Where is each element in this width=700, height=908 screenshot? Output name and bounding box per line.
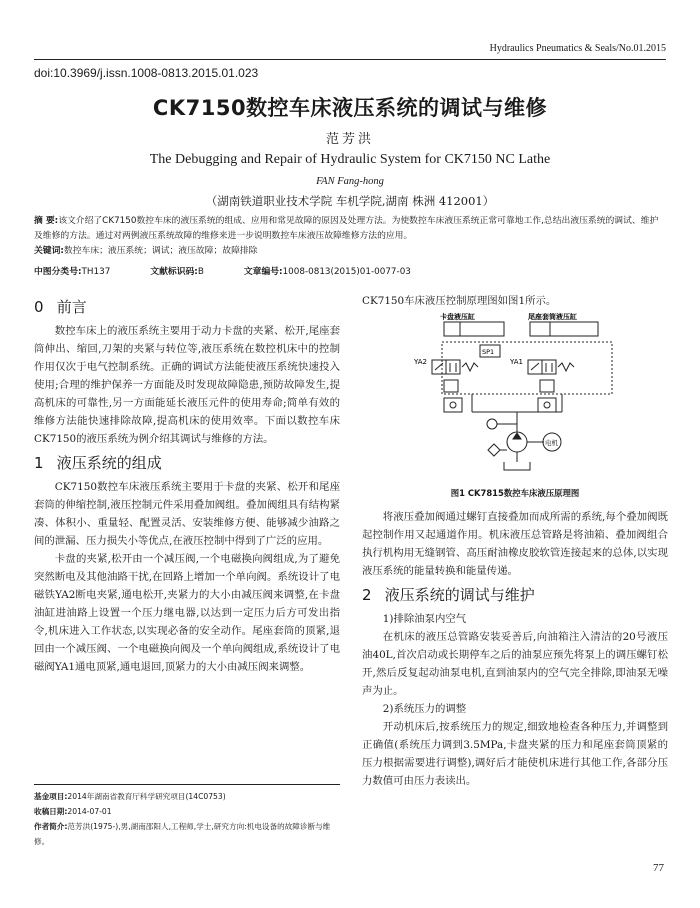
bio-value: 范芳洪(1975-),男,湖南邵阳人,工程师,学士,研究方向:机电设备的故障诊断与维修。 xyxy=(34,822,331,846)
fund-label: 基金项目: xyxy=(34,792,68,801)
label-sp1: SP1 xyxy=(482,348,495,356)
figure-intro: CK7150车床液压控制原理图如图1所示。 xyxy=(362,295,557,307)
section-title: 液压系统的组成 xyxy=(56,454,162,472)
journal-name: Hydraulics Pneumatics & Seals/No.01.2015 xyxy=(489,43,666,54)
fund-note xyxy=(34,789,340,804)
paragraph: 将液压叠加阀通过螺钉直接叠加而成所需的系统,每个叠加阀既起控制作用又起通道作用。机床液压总管路是将油箱、叠加阀组合执行机构用无缝钢管、高压耐油橡皮胶软管连接起来的总体,以实现液压系统的能量转换和能量传递。 xyxy=(362,511,668,577)
reducing-valve-right xyxy=(540,380,554,392)
page-number: 77 xyxy=(653,862,664,874)
title-english: The Debugging and Repair of Hydraulic System for CK7150 NC Lathe xyxy=(149,152,551,167)
bio-label: 作者简介: xyxy=(34,822,68,831)
figure-caption: 图1 CK7815数控车床液压原理图 xyxy=(450,488,580,498)
subsection-heading: 1)排除油泵内空气 xyxy=(382,613,467,625)
paragraph: CK7150数控车床液压系统主要用于卡盘的夹紧、松开和尾座套筒的伸缩控制,液压控制元件采用叠加阀组。叠加阀组具有结构紧凑、体积小、重量轻、配置灵活、安装维修方便、能够减少油路之间的泄漏、压力损失小等优点,在液压控制中得到了广泛的应用。 xyxy=(34,481,340,547)
tank-symbol xyxy=(504,462,530,470)
valve-ya1-cell-b xyxy=(542,360,556,374)
keywords-label: 关键词: xyxy=(34,246,64,256)
chuck-cylinder xyxy=(444,322,504,336)
right-column xyxy=(362,292,668,790)
section-heading-2 xyxy=(362,586,668,604)
section-title: 液压系统的调试与维护 xyxy=(384,586,535,604)
doi: doi:10.3969/j.issn.1008-0813.2015.01.023 xyxy=(34,66,259,80)
document-code xyxy=(150,264,204,277)
label-motor: 电机 xyxy=(545,439,558,447)
tailstock-cylinder xyxy=(530,322,598,336)
section-heading-0 xyxy=(34,298,340,316)
subsection-heading: 2)系统压力的调整 xyxy=(382,703,467,715)
paragraph: 卡盘的夹紧,松开由一个减压阀,一个电磁换向阀组成,为了避免突然断电及其他油路干扰,在回路上增加一个单向阀。系统设计了电磁铁YA2断电夹紧,通电松开,夹紧力的大小由减压阀来调整,在卡盘油缸进油路上设置一个压力继电器,以达到一定压力后方可发出指令,机床进入工作状态,以实现必备的安全动作。尾座套筒的顶紧,退回由一个减压阀、一个电磁换向阀及一个单向阀组成,系统设计了电磁阀YA1通电顶紧,通电退回,顶紧力的大小由减压阀来调整。 xyxy=(34,553,340,673)
hydraulic-schematic xyxy=(362,312,668,480)
article-number xyxy=(244,264,411,277)
running-header xyxy=(34,40,666,60)
doc-value: B xyxy=(197,267,204,277)
abstract-text: 该文介绍了CK7150数控车床的液压系统的组成、应用和常见故障的原因及处理方法。为使数控车床液压系统正常可靠地工作,总结出液压系统的调试、维护及维修的方法。通过对两例液压系统故障的维修来进一步说明数控车床液压故障维修方法的应用。 xyxy=(34,216,659,241)
article-label: 文章编号: xyxy=(243,267,283,277)
abstract xyxy=(34,214,666,244)
filter-symbol xyxy=(488,444,500,456)
valve-ya2-cell-b xyxy=(446,360,460,374)
paragraph: 数控车床上的液压系统主要用于动力卡盘的夹紧、松开,尾座套筒伸出、缩回,刀架的夹紧与转位等,液压系统在数控机床中的控制作用仅次于电气控制系统。正确的调试方法能使液压系统快速投入使用;合理的维护保养一方面能及时发现故障隐患,预防故障发生,提高机床的可靠性,另一方面能延长液压元件的使用寿命;简单有效的维修方法能快速排除故障,提高机床的使用效率。下面以数控车床CK7150的液压系统为例介绍其调试与维修的方法。 xyxy=(34,325,340,445)
label-tailstock-cylinder: 尾座套筒液压缸 xyxy=(528,313,577,321)
keywords xyxy=(34,244,666,259)
abstract-block xyxy=(34,214,666,259)
clc-number xyxy=(34,264,110,277)
section-number: 1 xyxy=(34,454,44,472)
clc-value: TH137 xyxy=(81,267,111,277)
author-bio xyxy=(34,819,340,849)
author-chinese: 范芳洪 xyxy=(325,132,374,147)
paragraph: 在机床的液压总管路安装妥善后,向油箱注入清洁的20号液压油40L,首次启动或长期停车之后的油泵应预先将泵上的调压螺钉松开,然后反复起动油泵电机,直到油泵内的空气完全排除,即油泵无噪声为止。 xyxy=(362,631,668,697)
pressure-gauge xyxy=(487,419,497,429)
reducing-valve-left xyxy=(444,380,458,392)
abstract-label: 摘 要: xyxy=(34,216,59,226)
received-date xyxy=(34,804,340,819)
classification-row xyxy=(34,264,666,277)
article-value: 1008-0813(2015)01-0077-03 xyxy=(282,267,411,277)
title-chinese: CK7150数控车床液压系统的调试与维修 xyxy=(152,96,548,120)
affiliation: （湖南铁道职业技术学院 车机学院,湖南 株洲 412001） xyxy=(205,194,495,208)
label-ya2: YA2 xyxy=(414,358,427,366)
paragraph: 开动机床后,按系统压力的规定,细致地检查各种压力,并调整到正确值(系统压力调到3.5MPa,卡盘夹紧的压力和尾座套筒顶紧的压力根据需要进行调整),调好后才能使机床进行其他工作,各部分压力数值可由压力表读出。 xyxy=(362,721,668,787)
left-column xyxy=(34,292,340,676)
section-number: 0 xyxy=(34,298,44,316)
section-number: 2 xyxy=(362,586,372,604)
label-ya1: YA1 xyxy=(510,358,523,366)
doc-label: 文献标识码: xyxy=(150,267,198,277)
section-heading-1 xyxy=(34,454,340,472)
fund-value: 2014年湖南省教育厅科学研究项目(14C0753) xyxy=(67,792,226,801)
clc-label: 中图分类号: xyxy=(34,267,82,277)
schematic-svg xyxy=(362,312,668,480)
footnote-block xyxy=(34,784,340,849)
label-chuck-cylinder: 卡盘液压缸 xyxy=(440,313,475,321)
keywords-text: 数控车床；液压系统；调试；液压故障；故障排除 xyxy=(63,246,258,256)
received-label: 收稿日期: xyxy=(34,807,68,816)
section-title: 前言 xyxy=(56,298,87,316)
author-english: FAN Fang-hong xyxy=(316,176,384,187)
received-value: 2014-07-01 xyxy=(67,807,112,816)
